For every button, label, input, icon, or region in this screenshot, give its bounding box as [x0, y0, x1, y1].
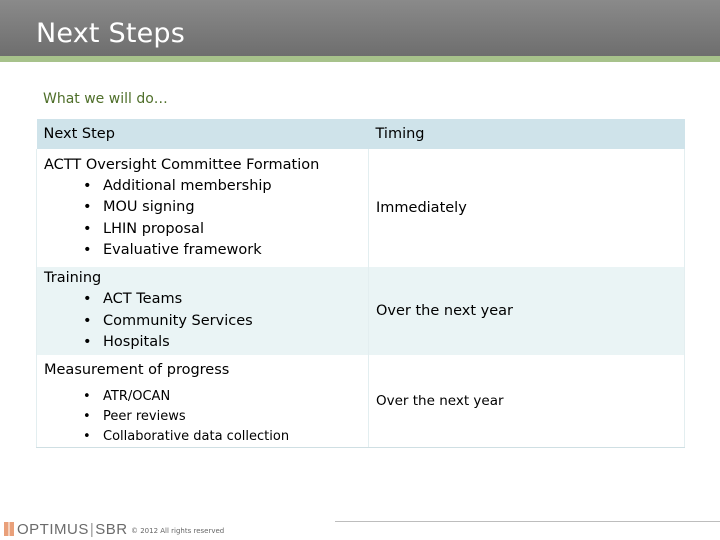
- list-item: • Peer reviews: [44, 407, 368, 427]
- list-item: • LHIN proposal: [44, 219, 368, 241]
- header-next-step: Next Step: [37, 119, 369, 149]
- timing-cell: Over the next year: [369, 355, 685, 448]
- table-row: [37, 355, 685, 448]
- timing-cell: Immediately: [369, 149, 685, 267]
- list-item: • ATR/OCAN: [44, 387, 368, 407]
- table-row: [37, 267, 685, 355]
- timing-cell: Over the next year: [369, 267, 685, 355]
- list-item: • Additional membership: [44, 176, 368, 198]
- step-heading: Training: [44, 270, 102, 287]
- header-timing: Timing: [369, 119, 685, 149]
- step-heading: ACTT Oversight Committee Formation: [44, 156, 320, 173]
- copyright-text: © 2012 All rights reserved: [131, 527, 225, 535]
- slide-subtitle: What we will do…: [43, 91, 168, 107]
- list-item: • MOU signing: [44, 197, 368, 219]
- slide-title: Next Steps: [36, 18, 186, 49]
- table-header-row: [37, 119, 685, 149]
- list-item: • Hospitals: [44, 332, 368, 354]
- step-bullets: [44, 289, 368, 354]
- step-bullets: [44, 176, 368, 262]
- step-heading: Measurement of progress: [44, 362, 230, 378]
- next-steps-table: [36, 119, 685, 448]
- title-bar: [0, 0, 720, 56]
- step-cell: [37, 149, 369, 267]
- table-row: [37, 149, 685, 267]
- list-item: • Evaluative framework: [44, 240, 368, 262]
- footer-divider: [335, 521, 720, 522]
- logo-text: OPTIMUS|SBR: [17, 520, 128, 538]
- optimus-sbr-logo: [4, 518, 128, 540]
- step-cell: [37, 267, 369, 355]
- list-item: • Collaborative data collection: [44, 427, 368, 447]
- list-item: • ACT Teams: [44, 289, 368, 311]
- step-cell: [37, 355, 369, 448]
- logo-mark-icon: [4, 522, 14, 536]
- accent-line: [0, 56, 720, 62]
- list-item: • Community Services: [44, 311, 368, 333]
- step-bullets: [44, 387, 368, 447]
